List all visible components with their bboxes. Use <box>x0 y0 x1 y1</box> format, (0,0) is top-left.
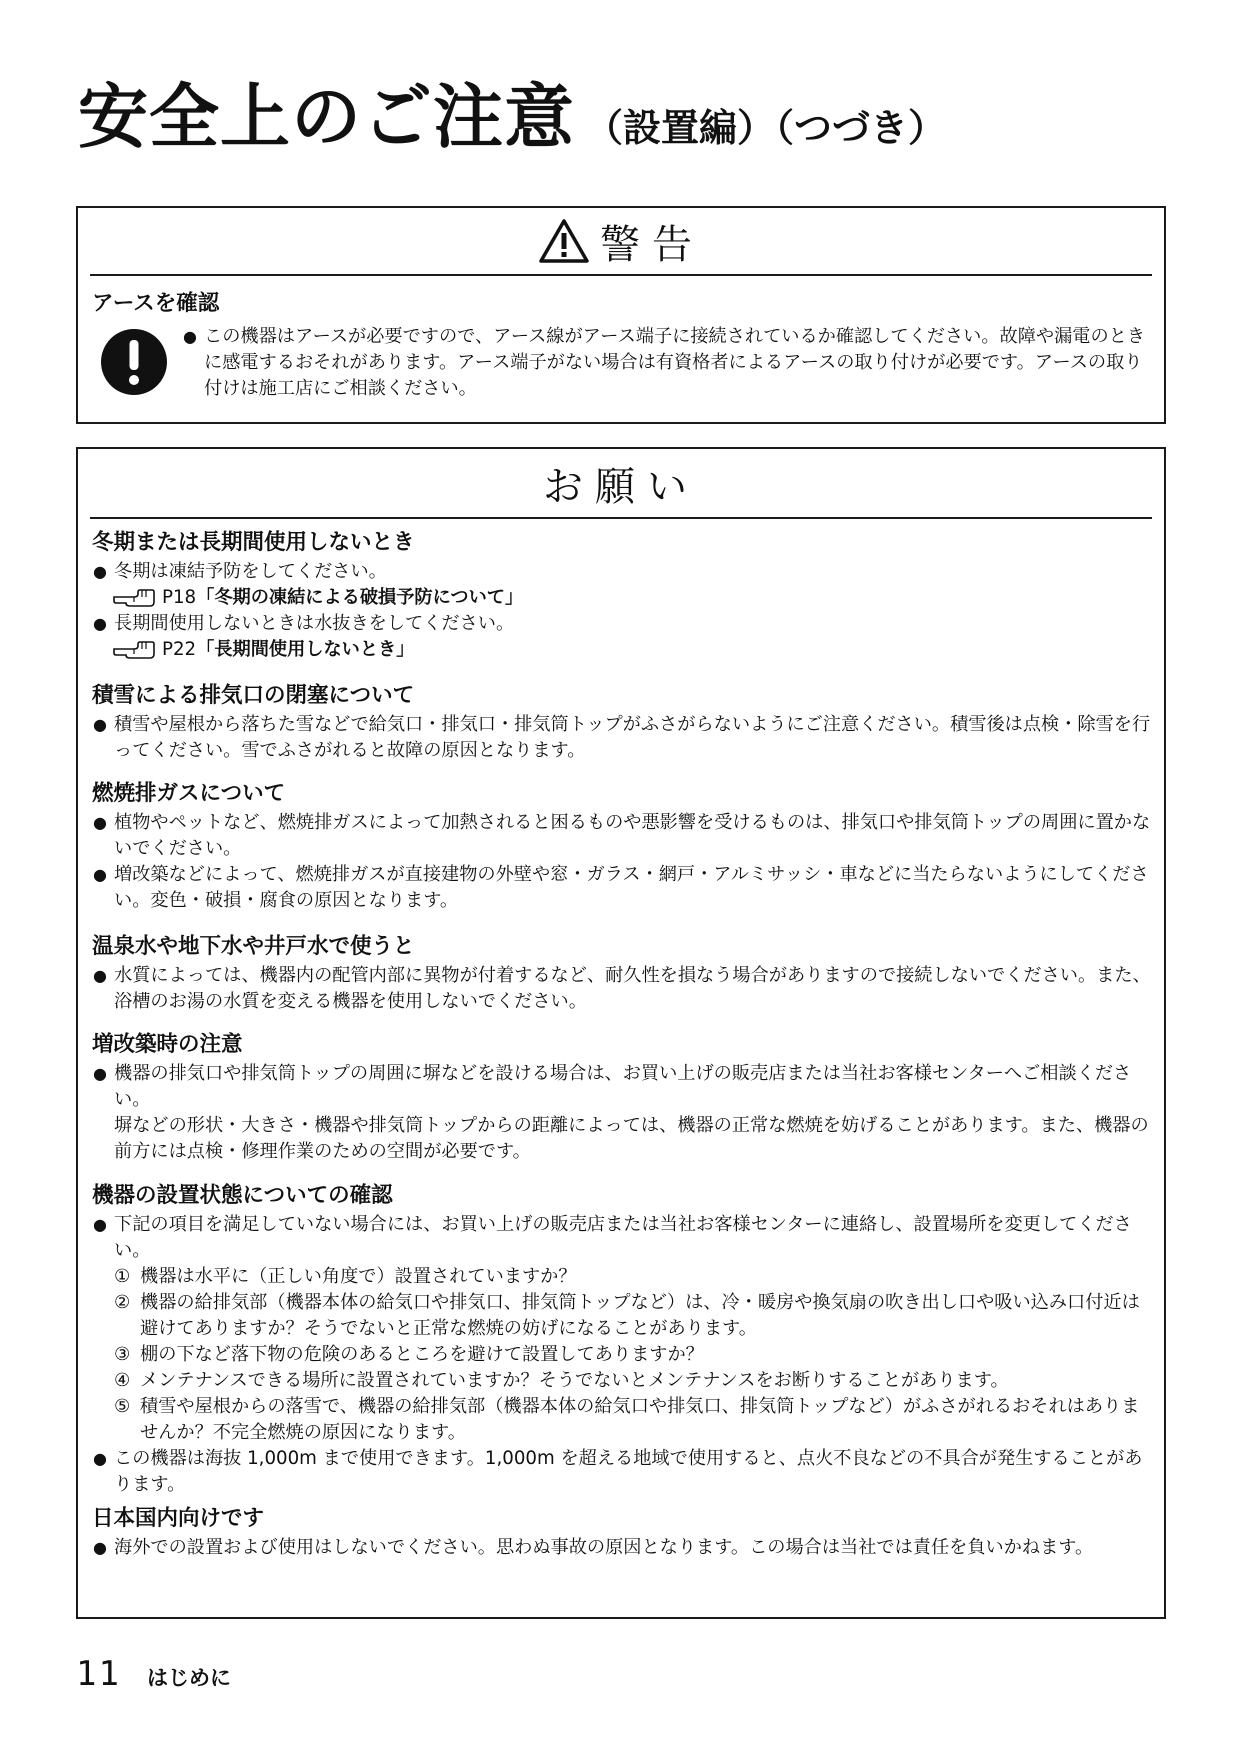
bullet-item: ● 植物やペットなど、燃焼排ガスによって加熱されると困るものや悪影響を受けるものは、排気口や排気筒トップの周囲に置かないでください。 <box>92 810 1152 862</box>
chapter-name: はじめに <box>146 1666 231 1690</box>
request-heading: お願い <box>543 463 699 510</box>
exclamation-circle-icon <box>100 328 168 400</box>
item-text: 棚の下など落下物の危険のあるところを避けて設置してありますか？ <box>140 1344 704 1365</box>
bullet-item: ● 機器の排気口や排気筒トップの周囲に塀などを設ける場合は、お買い上げの販売店または当社お客様センターへご相談ください。 <box>92 1061 1152 1113</box>
bullet-item: ● 冬期は凍結予防をしてください。 <box>92 559 1152 585</box>
bullet-item: ● 積雪や屋根から落ちた雪などで給気口・排気口・排気筒トップがふさがらないようにご注意ください。積雪後は点検・除雪を行ってください。雪でふさがれると故障の原因となります。 <box>92 712 1152 764</box>
item-text: 積雪や屋根からの落雪で、機器の給排気部（機器本体の給気口や排気口、排気筒トップなど）がふさがれるおそれはありませんか？不完全燃焼の原因になります。 <box>140 1396 1140 1443</box>
pointing-hand-icon <box>112 588 162 608</box>
item-number: ③ <box>114 1344 131 1365</box>
section-snow <box>92 682 1152 764</box>
check-item <box>92 1368 1152 1394</box>
warning-header <box>90 208 1152 276</box>
bullet-item: ● 長期間使用しないときは水抜きをしてください。 <box>92 611 1152 637</box>
bullet-item: ● 水質によっては、機器内の配管内部に異物が付着するなど、耐久性を損なう場合がありますので接続しないでください。また、浴槽のお湯の水質を変える機器を使用しないでください。 <box>92 963 1152 1015</box>
warning-box <box>76 206 1166 424</box>
item-number: ⑤ <box>114 1396 131 1417</box>
item-text: 機器の給排気部（機器本体の給気口や排気口、排気筒トップなど）は、冷・暖房や換気扇の吹き出し口や吸い込み口付近は避けてありますか？そうでないと正常な燃焼の妨げになることがあります。 <box>140 1292 1140 1339</box>
section-title: アースを確認 <box>92 291 220 316</box>
ref-title: 「冬期の凍結による破損予防について」 <box>196 587 524 608</box>
page-title <box>78 76 947 158</box>
section-domestic <box>92 1505 1152 1561</box>
section-title: 温泉水や地下水や井戸水で使うと <box>92 934 415 959</box>
section-title: 燃焼排ガスについて <box>92 781 286 806</box>
section-title: 積雪による排気口の閉塞について <box>92 683 415 708</box>
earth-section <box>92 290 1152 318</box>
bullet-item: ● この機器は海抜 1,000m まで使用できます。1,000m を超える地域で使用すると、点火不良などの不具合が発生することがあります。 <box>92 1446 1152 1498</box>
ref-title: 「長期間使用しないとき」 <box>196 639 415 660</box>
section-winter <box>92 529 1152 663</box>
pointing-hand-icon <box>112 640 162 660</box>
section-title: 機器の設置状態についての確認 <box>92 1183 393 1208</box>
page-reference <box>92 637 1152 663</box>
section-title: 増改築時の注意 <box>92 1032 243 1057</box>
bullet-item: ● 海外での設置および使用はしないでください。思わぬ事故の原因となります。この場合は当社では責任を負いかねます。 <box>92 1535 1152 1561</box>
warning-heading: 警告 <box>600 221 704 268</box>
page-title-sub: （設置編）（つづき） <box>585 106 947 150</box>
page-number: 11 <box>76 1654 121 1694</box>
item-number: ② <box>114 1292 131 1313</box>
ref-page: P22 <box>162 639 197 660</box>
check-item <box>92 1394 1152 1446</box>
item-text: 機器は水平に（正しい角度で）設置されていますか？ <box>140 1266 577 1287</box>
section-title: 日本国内向けです <box>92 1506 265 1531</box>
warning-triangle-icon <box>538 218 590 264</box>
bullet-item: ● 増改築などによって、燃焼排ガスが直接建物の外壁や窓・ガラス・網戸・アルミサッシ・車などに当たらないようにしてください。変色・破損・腐食の原因となります。 <box>92 862 1152 914</box>
request-box <box>76 447 1166 1619</box>
earth-text: ● この機器はアースが必要ですので、アース線がアース端子に接続されているか確認してください。故障や漏電のときに感電するおそれがあります。アース端子がない場合は有資格者によるアースの取り付けが必要です。アースの取り付けは施工店にご相談ください。 <box>182 324 1152 402</box>
section-title: 冬期または長期間使用しないとき <box>92 530 415 555</box>
paragraph: 塀などの形状・大きさ・機器や排気筒トップからの距離によっては、機器の正常な燃焼を妨げることがあります。また、機器の前方には点検・修理作業のための空間が必要です。 <box>114 1115 1149 1162</box>
page-footer <box>76 1654 231 1694</box>
section-renovation <box>92 1031 1152 1165</box>
ref-page: P18 <box>162 587 197 608</box>
bullet-item: ● 下記の項目を満足していない場合には、お買い上げの販売店または当社お客様センターに連絡し、設置場所を変更してください。 <box>92 1212 1152 1264</box>
check-item <box>92 1264 1152 1290</box>
check-item <box>92 1342 1152 1368</box>
item-text: メンテナンスできる場所に設置されていますか？そうでないとメンテナンスをお断りすることがあります。 <box>140 1370 1009 1391</box>
page-title-main: 安全上のご注意 <box>78 76 575 158</box>
section-installation-check <box>92 1182 1152 1498</box>
item-number: ④ <box>114 1370 131 1391</box>
check-item <box>92 1290 1152 1342</box>
request-header <box>90 449 1152 519</box>
section-water <box>92 933 1152 1015</box>
item-number: ① <box>114 1266 131 1287</box>
page-reference <box>92 585 1152 611</box>
section-exhaust <box>92 780 1152 914</box>
